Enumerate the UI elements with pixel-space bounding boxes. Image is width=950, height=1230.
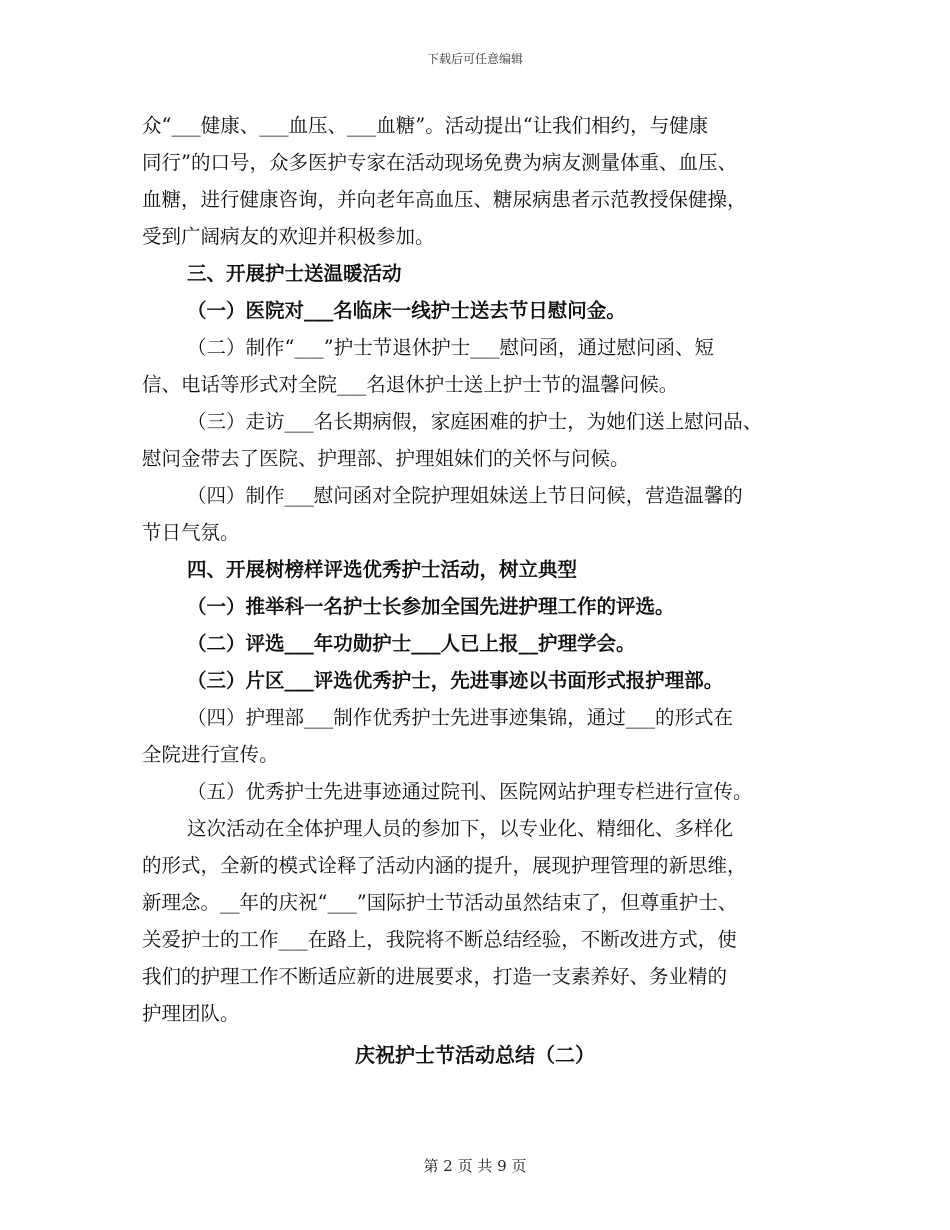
body-line: 全院进行宣传。 (142, 743, 279, 766)
body-line: （四）护理部___制作优秀护士先进事迹集锦，通过___的形式在 (187, 706, 734, 729)
section-heading-3: 三、开展护士送温暖活动 (187, 262, 402, 285)
body-line: （一）医院对___名临床一线护士送去节日慰问金。 (187, 299, 626, 322)
body-line: （五）优秀护士先进事迹通过院刊、医院网站护理专栏进行宣传。 (187, 780, 753, 803)
body-line: 护理团队。 (142, 1002, 240, 1025)
body-line: （二）制作“___”护士节退休护士___慰问函，通过慰问函、短 (187, 336, 714, 359)
body-line: 同行”的口号，众多医护专家在活动现场免费为病友测量体重、血压、 (142, 151, 737, 174)
section-heading-4: 四、开展树榜样评选优秀护士活动，树立典型 (187, 558, 578, 581)
body-line: 节日气氛。 (142, 521, 240, 544)
page-header: 下载后可任意编辑 (426, 52, 523, 66)
body-line: （三）走访___名长期病假，家庭困难的护士，为她们送上慰问品、 (187, 410, 763, 433)
section-title: 庆祝护士节活动总结（二） (355, 1043, 595, 1067)
body-line: 我们的护理工作不断适应新的进展要求，打造一支素养好、务业精的 (142, 965, 728, 988)
body-line: 信、电话等形式对全院___名退休护士送上护士节的温馨问候。 (142, 373, 679, 396)
body-line: 这次活动在全体护理人员的参加下，以专业化、精细化、多样化 (187, 817, 734, 840)
body-line: 慰问金带去了医院、护理部、护理姐妹们的关怀与问候。 (142, 447, 630, 470)
body-line: 的形式，全新的模式诠释了活动内涵的提升，展现护理管理的新思维， (142, 854, 747, 877)
body-line: （二）评选___年功勋护士___人已上报__护理学会。 (187, 632, 636, 655)
body-line: 新理念。__年的庆祝“___”国际护士节活动虽然结束了，但尊重护士、 (142, 891, 738, 914)
body-line: 众“___健康、___血压、___血糖”。活动提出“让我们相约，与健康 (142, 114, 709, 137)
body-line: （四）制作___慰问函对全院护理姐妹送上节日问候，营造温馨的 (187, 484, 743, 507)
body-line: （一）推举科一名护士长参加全国先进护理工作的评选。 (187, 595, 675, 618)
body-line: 血糖，进行健康咨询，并向老年高血压、糖尿病患者示范教授保健操， (142, 188, 747, 211)
body-line: 关爱护士的工作___在路上，我院将不断总结经验，不断改进方式，使 (142, 928, 737, 951)
page-number: 第 2 页 共 9 页 (423, 1157, 527, 1175)
body-line: （三）片区___评选优秀护士，先进事迹以书面形式报护理部。 (187, 669, 724, 692)
body-line: 受到广阔病友的欢迎并积极参加。 (142, 225, 435, 248)
